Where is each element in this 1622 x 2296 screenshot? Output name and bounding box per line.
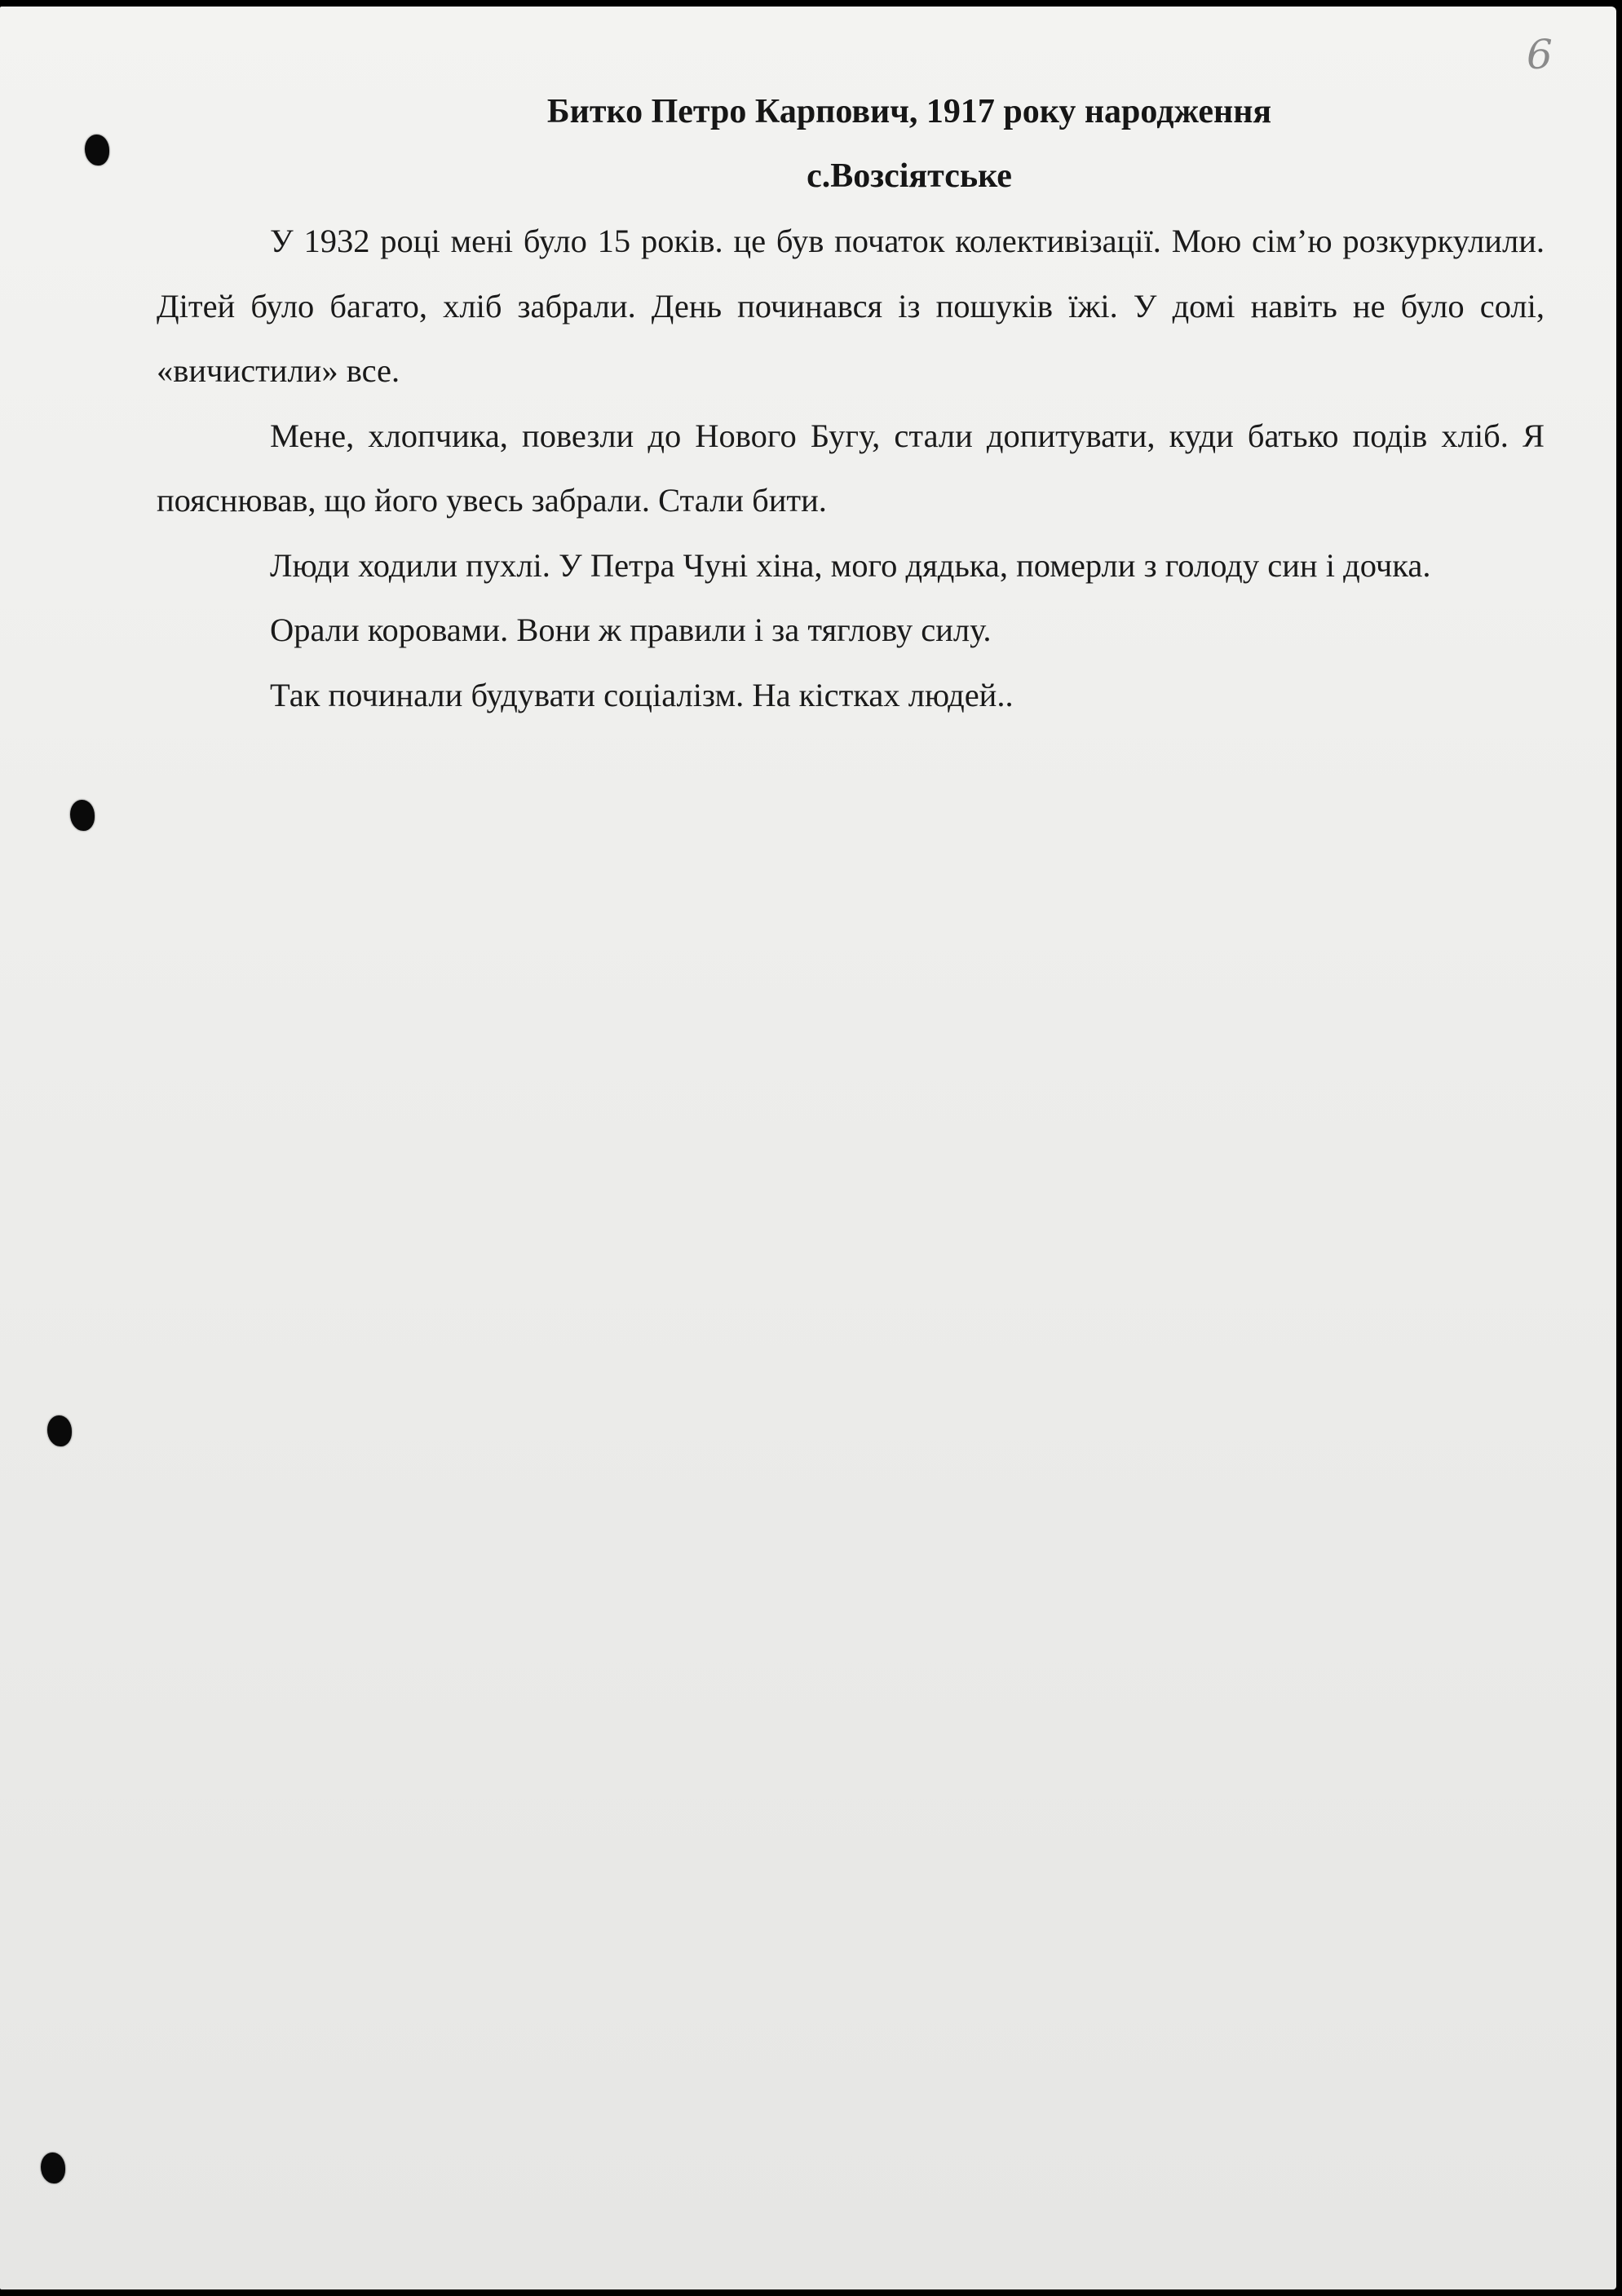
testimony-body [157, 209, 1545, 727]
handwritten-page-number: 6 [1527, 31, 1553, 78]
punch-hole-1 [85, 135, 109, 166]
paper-sheet [0, 7, 1616, 2289]
heading-place-line: с.Возсіятське [807, 157, 1012, 195]
paragraph-2: Мене, хлопчика, повезли до Нового Бугу, стали допитувати, куди батько подів хліб. Я пояснював, що його увесь забрали. Стали бити. [157, 417, 1545, 519]
punch-hole-2 [70, 800, 95, 831]
paragraph-3: Люди ходили пухлі. У Петра Чуні хіна, мого дядька, померли з голоду син і дочка. [270, 546, 1431, 584]
punch-hole-4 [41, 2152, 65, 2183]
heading-name-line: Битко Петро Карпович, 1917 року народження [546, 93, 1272, 130]
paragraph-5: Так починали будувати соціалізм. На кістках людей.. [270, 676, 1014, 713]
paragraph-4: Орали коровами. Вони ж правили і за тяглову силу. [270, 612, 992, 648]
punch-hole-3 [47, 1415, 72, 1446]
paragraph-1: У 1932 році мені було 15 років. це був початок колективізації. Мою сім’ю розкуркулили. Дітей було багато, хліб забрали. День починався із пошуків їжі. У домі навіть не було солі, «вичистили» все. [157, 223, 1545, 389]
